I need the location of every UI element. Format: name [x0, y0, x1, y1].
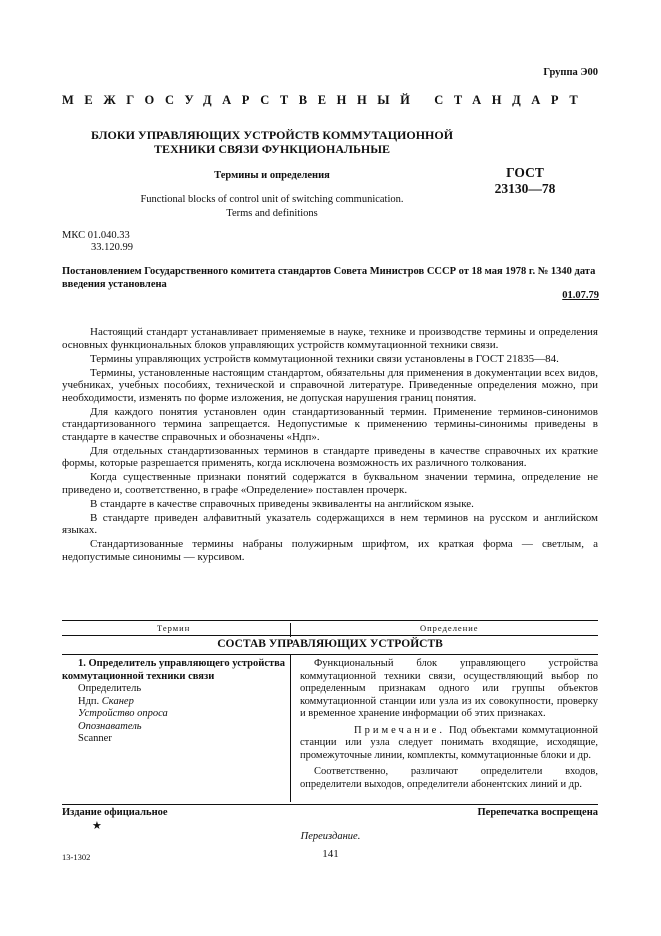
- body-text: [62, 326, 598, 565]
- column-divider: [290, 654, 291, 802]
- english-title: [62, 193, 482, 221]
- introduction-date: [562, 290, 599, 301]
- paragraph-1: Настоящий стандарт устанавливает применяемые в науке, технике и производстве термины и определения основных функциональных блоков управляющих устройств коммутационной техники связи.: [62, 326, 598, 351]
- section-title: СОСТАВ УПРАВЛЯЮЩИХ УСТРОЙСТВ: [217, 638, 443, 650]
- paragraph-2: Термины управляющих устройств коммутационной техники связи установлены в ГОСТ 21835—84.: [90, 352, 559, 365]
- ndp-synonym-2: Устройство опроса: [78, 708, 168, 719]
- gost-label: ГОСТ: [506, 165, 544, 180]
- title-line-1: БЛОКИ УПРАВЛЯЮЩИХ УСТРОЙСТВ КОММУТАЦИОННОЙ: [90, 128, 454, 142]
- mks-code-2: 33.120.99: [91, 242, 133, 253]
- paragraph-5: Для отдельных стандартизованных терминов в стандарте приведены в качестве справочных их краткие формы, которые разрешается применять, когда исключена возможность их различного толкования.: [62, 444, 598, 469]
- document-title: [62, 128, 482, 156]
- reissue-label: Переиздание.: [300, 831, 361, 842]
- column-header-term: Термин: [157, 623, 191, 633]
- paragraph-8: В стандарте приведен алфавитный указатель содержащихся в нем терминов на русском и английском языках.: [62, 511, 598, 536]
- definition-note: [300, 725, 598, 763]
- standard-type-heading: МЕЖГОСУДАРСТВЕННЫЙ СТАНДАРТ: [62, 93, 589, 107]
- page-number: 141: [322, 848, 339, 860]
- paragraph-3: Термины, установленные настоящим стандартом, обязательны для применения в документации всех видов, учебниках, учебных пособиях, технической и справочной литературе. Приведенные определения можно, при необходимости, изменять по форме изложения, не допуская нарушения границ понятия.: [62, 366, 598, 404]
- ndp-label: Ндп.: [78, 695, 100, 707]
- term-english: Scanner: [78, 733, 112, 744]
- column-header-definition: Определение: [420, 623, 479, 633]
- gost-designation: [470, 165, 580, 197]
- header-divider: [290, 623, 291, 637]
- print-code: 13-1302: [62, 852, 91, 862]
- note-label: Примечание.: [354, 724, 445, 736]
- term-title: 1. Определитель управляющего устройства коммутационной техники связи: [62, 658, 286, 682]
- term-short-form: Определитель: [78, 683, 142, 694]
- reprint-prohibited-label: Перепечатка воспрещена: [477, 807, 598, 818]
- mks-codes: [62, 230, 133, 254]
- table-header: [62, 620, 598, 636]
- group-code: Группа Э00: [543, 67, 598, 78]
- english-title-line-1: Functional blocks of control unit of switching communication.: [140, 194, 404, 205]
- star-icon: ★: [92, 820, 102, 832]
- term-ndp-line: [62, 696, 286, 709]
- section-divider: [62, 654, 598, 655]
- paragraph-4: Для каждого понятия установлен один стандартизованный термин. Применение терминов-синонимов стандартизованного термина запрещается. Недопустимые к применению термины-синонимы приведены в стандарте в качестве справочных и обозначены «Ндп».: [62, 405, 598, 443]
- gost-number: 23130—78: [494, 181, 556, 196]
- definition-note-extra: Соответственно, различают определители входов, определители выходов, определители абонентских линий и др.: [300, 766, 598, 790]
- definition-text: Функциональный блок управляющего устройства коммутационной техники связи, осуществляющий выбор по определенным признакам одного или группы объектов коммутационной станции или узла из их совокупности, проверку и временное хранение информации об этих признаках.: [300, 658, 598, 719]
- official-edition-label: Издание официальное: [62, 807, 168, 818]
- paragraph-9: Стандартизованные термины набраны полужирным шрифтом, их краткая форма — светлым, а недопустимые синонимы — курсивом.: [62, 538, 598, 563]
- introduction-date-value: 01.07.79: [562, 290, 599, 301]
- english-title-line-2: Terms and definitions: [226, 208, 318, 219]
- paragraph-6: Когда существенные признаки понятий содержатся в буквальном значении термина, определение не приведено и, соответственно, в графе «Определение» поставлен прочерк.: [62, 471, 598, 496]
- document-subtitle: Термины и определения: [214, 170, 330, 181]
- footer-divider: [62, 804, 598, 805]
- term-cell: [62, 658, 286, 746]
- note-text: Под объектами коммутационной станции или узла следует понимать входящие, исходящие, промежуточные линии, комплекты, коммутационные блоки и др.: [300, 724, 598, 761]
- ndp-synonym-3: Опознаватель: [78, 720, 142, 732]
- mks-code-1: МКС 01.040.33: [62, 230, 130, 241]
- definition-cell: [300, 658, 598, 795]
- decree-text: Постановлением Государственного комитета стандартов Совета Министров СССР от 18 мая 1978 г. № 1340 дата введения установлена: [62, 266, 596, 290]
- paragraph-7: В стандарте в качестве справочных приведены эквиваленты на английском языке.: [90, 497, 474, 510]
- ndp-synonym-1: Сканер: [101, 695, 134, 707]
- title-line-2: ТЕХНИКИ СВЯЗИ ФУНКЦИОНАЛЬНЫЕ: [153, 142, 390, 156]
